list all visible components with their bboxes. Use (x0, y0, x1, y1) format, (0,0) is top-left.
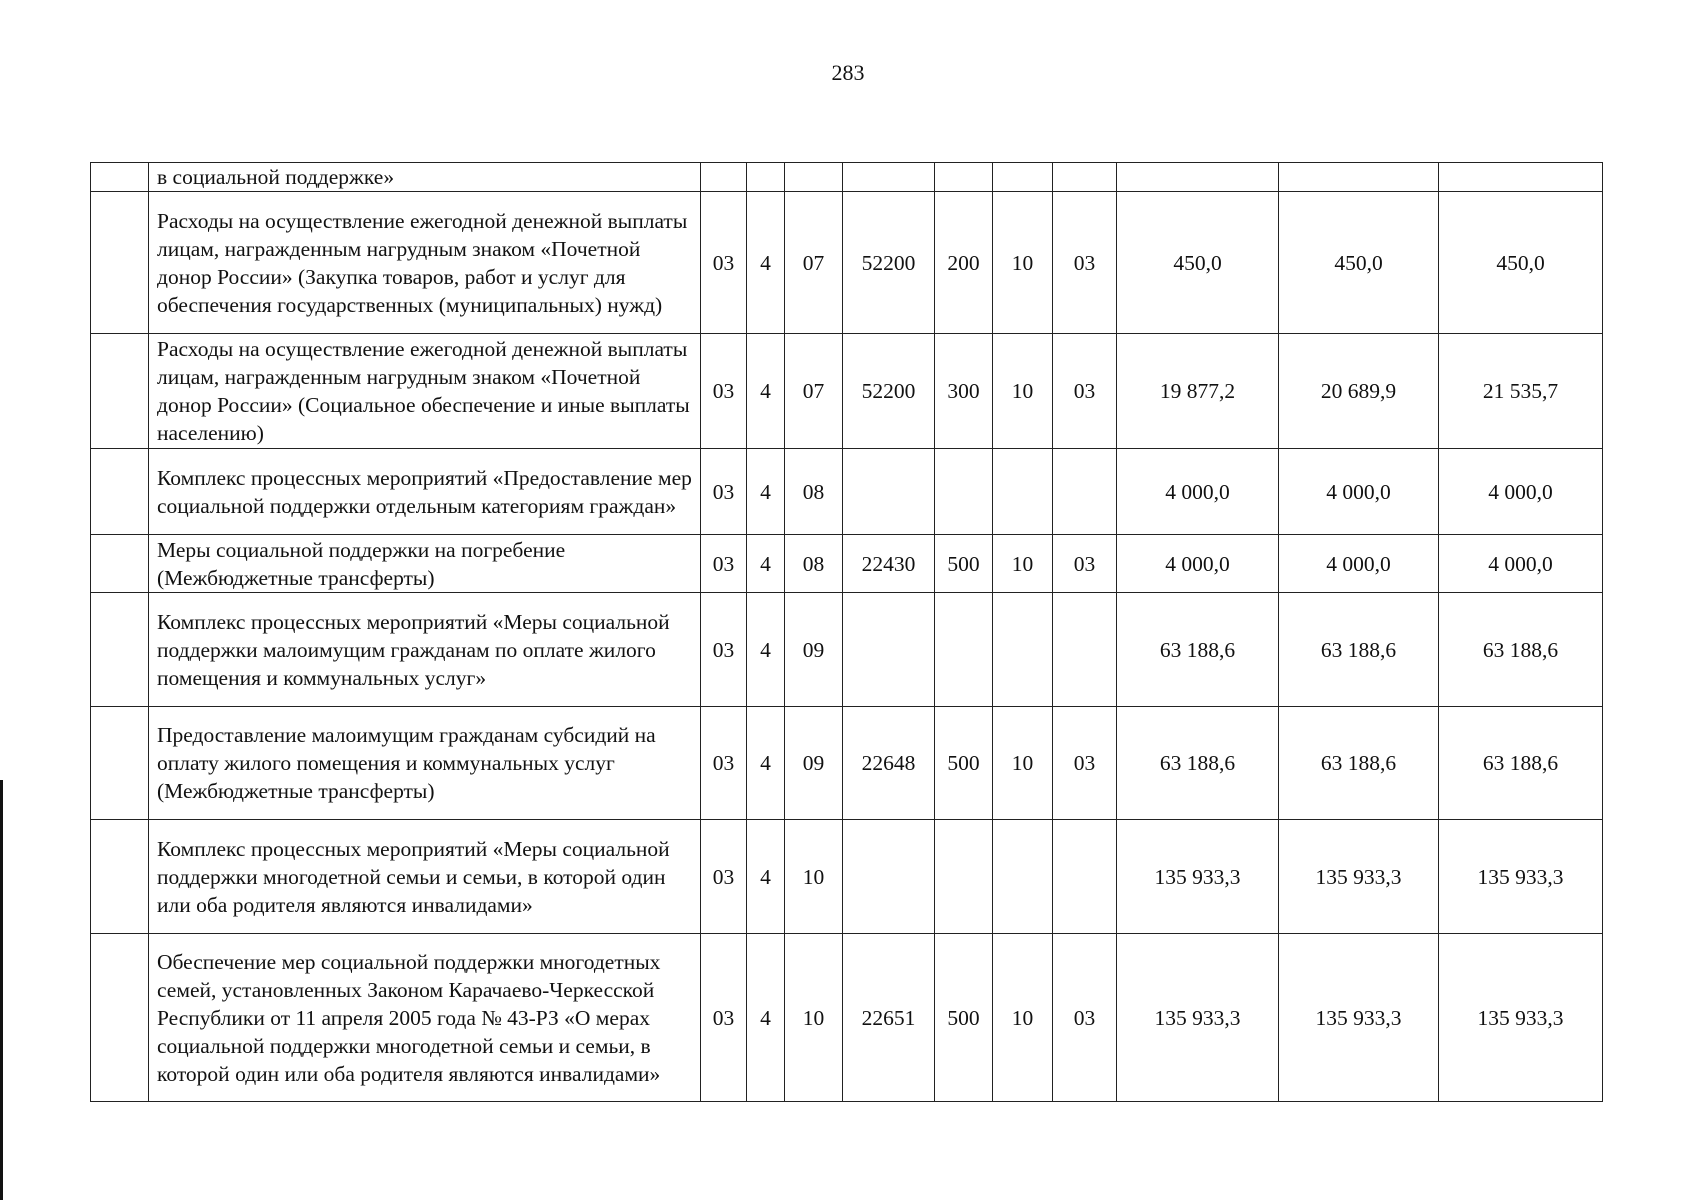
row-number-cell (91, 163, 149, 192)
code-cell: 300 (935, 334, 993, 449)
code-cell: 4 (747, 192, 785, 334)
row-name: Меры социальной поддержки на погребение (Межбюджетные трансферты) (149, 535, 701, 593)
code-cell: 07 (785, 192, 843, 334)
code-cell: 10 (993, 707, 1053, 820)
code-cell (935, 449, 993, 535)
row-number-cell (91, 934, 149, 1102)
amount-cell: 63 188,6 (1279, 707, 1439, 820)
table-row (91, 535, 1603, 593)
amount-cell: 4 000,0 (1117, 535, 1279, 593)
amount-cell: 4 000,0 (1439, 535, 1603, 593)
row-name: в социальной поддержке» (149, 163, 701, 192)
code-cell: 03 (701, 334, 747, 449)
amount-cell (1439, 163, 1603, 192)
code-cell: 08 (785, 535, 843, 593)
row-name: Расходы на осуществление ежегодной денежной выплаты лицам, награжденным нагрудным знаком «Почетной донор России» (Социальное обеспечение и иные выплаты населению) (149, 334, 701, 449)
table-row (91, 820, 1603, 934)
amount-cell (1117, 163, 1279, 192)
row-number-cell (91, 334, 149, 449)
code-cell: 03 (701, 593, 747, 707)
code-cell: 4 (747, 593, 785, 707)
code-cell (993, 163, 1053, 192)
code-cell: 03 (1053, 934, 1117, 1102)
code-cell (935, 593, 993, 707)
row-number-cell (91, 535, 149, 593)
code-cell (1053, 449, 1117, 535)
code-cell (993, 449, 1053, 535)
table-row (91, 163, 1603, 192)
amount-cell: 63 188,6 (1439, 707, 1603, 820)
table-row (91, 934, 1603, 1102)
code-cell: 500 (935, 934, 993, 1102)
code-cell (993, 820, 1053, 934)
amount-cell: 4 000,0 (1117, 449, 1279, 535)
code-cell (1053, 593, 1117, 707)
amount-cell: 135 933,3 (1439, 820, 1603, 934)
row-name: Расходы на осуществление ежегодной денежной выплаты лицам, награжденным нагрудным знаком «Почетной донор России» (Закупка товаров, работ и услуг для обеспечения государственных (муниципальных) нужд) (149, 192, 701, 334)
code-cell: 09 (785, 593, 843, 707)
amount-cell: 135 933,3 (1279, 934, 1439, 1102)
code-cell: 500 (935, 707, 993, 820)
amount-cell (1279, 163, 1439, 192)
code-cell: 10 (785, 820, 843, 934)
amount-cell: 450,0 (1439, 192, 1603, 334)
row-name: Обеспечение мер социальной поддержки многодетных семей, установленных Законом Карачаево-Черкесской Республики от 11 апреля 2005 года № 43-РЗ «О мерах социальной поддержки многодетной семьи и семьи, в которой один или оба родителя являются инвалидами» (149, 934, 701, 1102)
code-cell: 10 (785, 934, 843, 1102)
code-cell (843, 163, 935, 192)
amount-cell: 19 877,2 (1117, 334, 1279, 449)
code-cell: 200 (935, 192, 993, 334)
row-name: Комплекс процессных мероприятий «Меры социальной поддержки многодетной семьи и семьи, в которой один или оба родителя являются инвалидами» (149, 820, 701, 934)
amount-cell: 21 535,7 (1439, 334, 1603, 449)
code-cell: 4 (747, 820, 785, 934)
code-cell (843, 820, 935, 934)
amount-cell: 135 933,3 (1439, 934, 1603, 1102)
code-cell: 03 (701, 192, 747, 334)
row-number-cell (91, 449, 149, 535)
amount-cell: 4 000,0 (1439, 449, 1603, 535)
row-name: Предоставление малоимущим гражданам субсидий на оплату жилого помещения и коммунальных услуг (Межбюджетные трансферты) (149, 707, 701, 820)
code-cell: 07 (785, 334, 843, 449)
code-cell (1053, 820, 1117, 934)
code-cell: 03 (1053, 535, 1117, 593)
code-cell: 09 (785, 707, 843, 820)
row-number-cell (91, 192, 149, 334)
code-cell: 22651 (843, 934, 935, 1102)
code-cell: 10 (993, 934, 1053, 1102)
code-cell (843, 449, 935, 535)
code-cell: 4 (747, 934, 785, 1102)
code-cell (935, 820, 993, 934)
amount-cell: 4 000,0 (1279, 535, 1439, 593)
amount-cell: 135 933,3 (1117, 934, 1279, 1102)
amount-cell: 63 188,6 (1117, 593, 1279, 707)
code-cell: 03 (701, 449, 747, 535)
code-cell: 4 (747, 535, 785, 593)
amount-cell: 4 000,0 (1279, 449, 1439, 535)
amount-cell: 63 188,6 (1439, 593, 1603, 707)
code-cell: 03 (1053, 707, 1117, 820)
row-name: Комплекс процессных мероприятий «Предоставление мер социальной поддержки отдельным категориям граждан» (149, 449, 701, 535)
code-cell: 10 (993, 192, 1053, 334)
code-cell (993, 593, 1053, 707)
row-number-cell (91, 820, 149, 934)
table-row (91, 192, 1603, 334)
code-cell: 03 (1053, 192, 1117, 334)
code-cell (747, 163, 785, 192)
budget-table (90, 162, 1603, 1102)
page-number: 283 (831, 60, 865, 85)
code-cell: 500 (935, 535, 993, 593)
code-cell: 03 (701, 934, 747, 1102)
code-cell: 03 (701, 535, 747, 593)
code-cell: 10 (993, 535, 1053, 593)
row-number-cell (91, 707, 149, 820)
table-row (91, 449, 1603, 535)
code-cell (1053, 163, 1117, 192)
code-cell: 03 (1053, 334, 1117, 449)
row-name: Комплекс процессных мероприятий «Меры социальной поддержки малоимущим гражданам по оплате жилого помещения и коммунальных услуг» (149, 593, 701, 707)
code-cell: 52200 (843, 192, 935, 334)
amount-cell: 20 689,9 (1279, 334, 1439, 449)
code-cell: 4 (747, 334, 785, 449)
amount-cell: 450,0 (1279, 192, 1439, 334)
amount-cell: 450,0 (1117, 192, 1279, 334)
code-cell: 4 (747, 707, 785, 820)
amount-cell: 63 188,6 (1117, 707, 1279, 820)
table-row (91, 593, 1603, 707)
code-cell: 22648 (843, 707, 935, 820)
code-cell (843, 593, 935, 707)
row-number-cell (91, 593, 149, 707)
code-cell: 22430 (843, 535, 935, 593)
table-row (91, 707, 1603, 820)
code-cell: 03 (701, 707, 747, 820)
code-cell: 4 (747, 449, 785, 535)
code-cell (785, 163, 843, 192)
code-cell: 08 (785, 449, 843, 535)
code-cell (935, 163, 993, 192)
code-cell: 10 (993, 334, 1053, 449)
scan-edge-line (0, 780, 3, 1200)
amount-cell: 135 933,3 (1279, 820, 1439, 934)
amount-cell: 63 188,6 (1279, 593, 1439, 707)
table-row (91, 334, 1603, 449)
code-cell: 52200 (843, 334, 935, 449)
amount-cell: 135 933,3 (1117, 820, 1279, 934)
code-cell (701, 163, 747, 192)
code-cell: 03 (701, 820, 747, 934)
